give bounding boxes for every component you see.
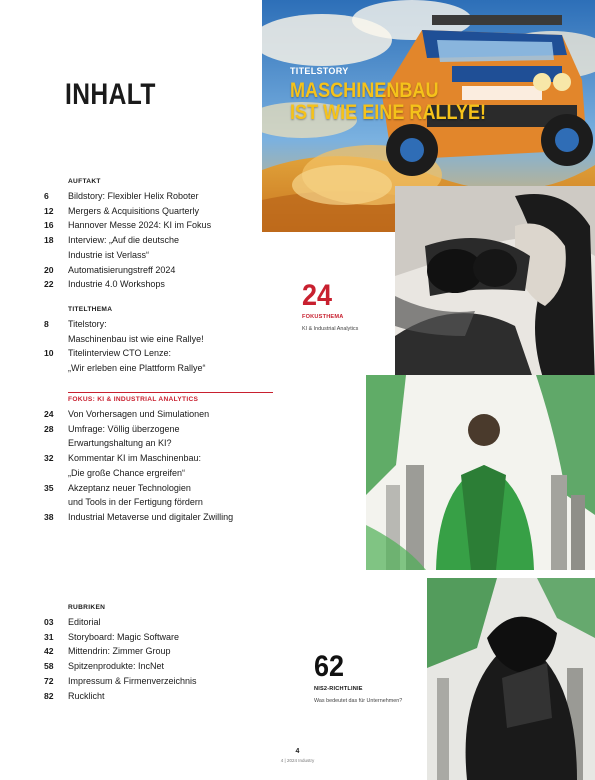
cover-story-kicker: TITELSTORY: [290, 66, 349, 76]
toc-entry[interactable]: [44, 644, 269, 659]
toc-entry-title: Mittendrin: Zimmer Group: [68, 646, 171, 657]
toc-entry-page: 16: [44, 220, 54, 231]
headline-line-2: IST WIE EINE RALLYE!: [290, 101, 487, 124]
toc-entry[interactable]: [44, 189, 269, 204]
toc-entry[interactable]: [44, 204, 269, 219]
toc-entry-title: Titelstory:: [68, 319, 107, 329]
man-green-city-illustration: [366, 375, 595, 570]
toc-entry[interactable]: [44, 233, 269, 262]
toc-entry-title: Storyboard: Magic Software: [68, 631, 180, 642]
toc-entry-page: 12: [44, 205, 54, 216]
focus-feature-image[interactable]: [395, 186, 595, 384]
toc-entry-title: Automatisierungstreff 2024: [68, 264, 176, 275]
toc-section-auftakt: [44, 178, 269, 292]
toc-entry-page: 6: [44, 191, 49, 201]
section-heading: TITELTHEMA: [68, 306, 113, 313]
toc-entry[interactable]: [44, 659, 269, 674]
toc-entry-title: „Wir erleben eine Plattform Rallye“: [68, 363, 206, 374]
toc-entry-page: 38: [44, 511, 54, 522]
toc-entry-title: Mergers & Acquisitions Quarterly: [68, 205, 200, 216]
toc-entry[interactable]: [44, 346, 269, 375]
toc-entry-title: Von Vorhersagen und Simulationen: [68, 409, 210, 419]
section-heading: FOKUS: KI & INDUSTRIAL ANALYTICS: [68, 396, 199, 403]
toc-entry-page: 20: [44, 264, 54, 275]
toc-entry[interactable]: [44, 407, 269, 422]
toc-entry[interactable]: [44, 689, 269, 704]
toc-entry-title: Industrie 4.0 Workshops: [68, 279, 165, 290]
toc-entry[interactable]: [44, 481, 269, 510]
toc-entry-title: Hannover Messe 2024: KI im Fokus: [68, 220, 212, 231]
focus-feature-label: FOKUSTHEMA: [302, 314, 344, 320]
toc-entry-title: Interview: „Auf die deutsche: [68, 235, 180, 246]
toc-entry[interactable]: [44, 422, 269, 451]
toc-entry[interactable]: [44, 317, 269, 346]
toc-entry-page: 18: [44, 235, 54, 246]
nis2-feature-subtitle: Was bedeutet das für Unternehmen?: [314, 698, 403, 704]
section-heading: AUFTAKT: [68, 178, 101, 185]
section-heading: RUBRIKEN: [68, 604, 106, 611]
toc-entry[interactable]: [44, 277, 269, 292]
toc-entry[interactable]: [44, 218, 269, 233]
page-number: 4: [295, 748, 300, 755]
toc-entry-title: Maschinenbau ist wie eine Rallye!: [68, 333, 204, 344]
toc-entry[interactable]: [44, 674, 269, 689]
nis2-feature-label: NIS2-RICHTLINIE: [314, 686, 363, 692]
toc-entry[interactable]: [44, 510, 269, 525]
headline-line-1: MASCHINENBAU: [290, 79, 439, 102]
toc-entry-title: Akzeptanz neuer Technologien: [68, 482, 191, 493]
toc-entry-title: Industrie ist Verlass“: [68, 249, 150, 260]
toc-entry-page: 32: [44, 453, 54, 464]
toc-entry[interactable]: [44, 630, 269, 645]
page-footer-note: 4 | 2024 Industry: [280, 758, 315, 763]
cover-story-headline[interactable]: [290, 80, 486, 124]
focus-feature-subtitle: KI & Industrial Analytics: [302, 326, 359, 332]
toc-entry-page: 58: [44, 661, 54, 672]
section-divider: [68, 392, 273, 393]
toc-entry-title: Titelinterview CTO Lenze:: [68, 348, 172, 359]
toc-entry[interactable]: [44, 263, 269, 278]
toc-entry-title: Industrial Metaverse und digitaler Zwilling: [68, 511, 234, 522]
focus-feature-page-number[interactable]: 24: [302, 279, 333, 312]
page-title: INHALT: [65, 78, 156, 111]
toc-entry-page: 82: [44, 690, 54, 701]
toc-entry-page: 10: [44, 348, 54, 359]
analytics-article-image[interactable]: [366, 375, 595, 570]
toc-entry-page: 8: [44, 319, 49, 329]
toc-entry-title: Erwartungshaltung an KI?: [68, 438, 172, 449]
toc-entry-title: „Die große Chance ergreifen“: [68, 467, 186, 478]
toc-entry-page: 22: [44, 279, 54, 290]
toc-section-fokus: [44, 396, 269, 525]
woman-binoculars-illustration: [395, 186, 595, 384]
toc-entry-page: 72: [44, 675, 54, 686]
toc-entry-title: Umfrage: Völlig überzogene: [68, 423, 180, 434]
toc-entry-page: 24: [44, 409, 54, 419]
toc-entry-page: 42: [44, 646, 54, 657]
toc-entry-page: 28: [44, 423, 54, 434]
toc-section-titelthema: [44, 306, 269, 376]
toc-entry-title: Impressum & Firmenverzeichnis: [68, 675, 197, 686]
toc-entry-title: Editorial: [68, 617, 101, 627]
toc-entry[interactable]: [44, 615, 269, 630]
toc-entry-title: Bildstory: Flexibler Helix Roboter: [68, 191, 199, 201]
toc-entry-title: und Tools in der Fertigung fördern: [68, 497, 203, 508]
toc-entry-title: Spitzenprodukte: IncNet: [68, 661, 165, 672]
toc-entry-page: 03: [44, 617, 54, 627]
toc-section-rubriken: [44, 604, 269, 703]
toc-entry-title: Kommentar KI im Maschinenbau:: [68, 453, 202, 464]
toc-entry-page: 35: [44, 482, 54, 493]
toc-entry-title: Rucklicht: [68, 690, 105, 701]
toc-entry-page: 31: [44, 631, 54, 642]
toc-entry[interactable]: [44, 451, 269, 480]
nis2-feature-page-number[interactable]: 62: [314, 650, 345, 683]
